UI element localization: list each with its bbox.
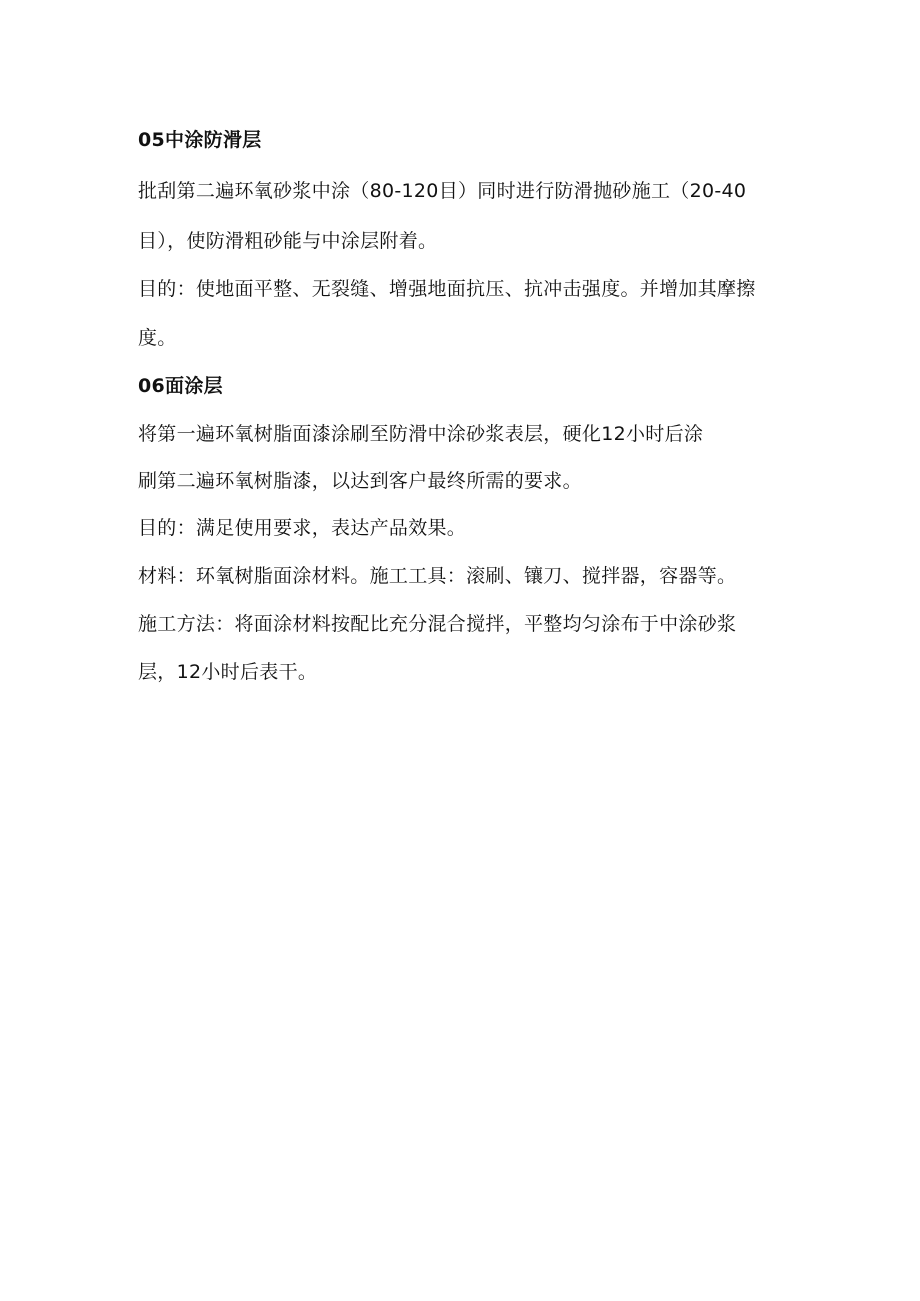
section-06-materials: 材料：环氧树脂面涂材料。施工工具：滚刷、镶刀、搅拌器，容器等。 — [138, 565, 737, 587]
section-05-line-2: 目），使防滑粗砂能与中涂层附着。 — [138, 230, 438, 252]
section-06-method-line-2: 层，12小时后表干。 — [138, 661, 318, 683]
section-06-heading: 06面涂层 — [138, 375, 223, 397]
section-06-line-2: 刷第二遍环氧树脂漆，以达到客户最终所需的要求。 — [138, 470, 582, 492]
section-06-purpose: 目的：满足使用要求，表达产品效果。 — [138, 517, 467, 539]
section-05-line-1: 批刮第二遍环氧砂浆中涂（80-120目）同时进行防滑抛砂施工（20-40 — [138, 180, 747, 202]
section-05-purpose-line-2: 度。 — [138, 327, 177, 349]
section-05-purpose-line-1: 目的：使地面平整、无裂缝、增强地面抗压、抗冲击强度。并增加其摩擦 — [138, 278, 756, 300]
section-06-line-1: 将第一遍环氧树脂面漆涂刷至防滑中涂砂浆表层，硬化12小时后涂 — [138, 423, 704, 445]
section-05-heading: 05中涂防滑层 — [138, 129, 262, 151]
section-06-method-line-1: 施工方法：将面涂材料按配比充分混合搅拌，平整均匀涂布于中涂砂浆 — [138, 613, 737, 635]
